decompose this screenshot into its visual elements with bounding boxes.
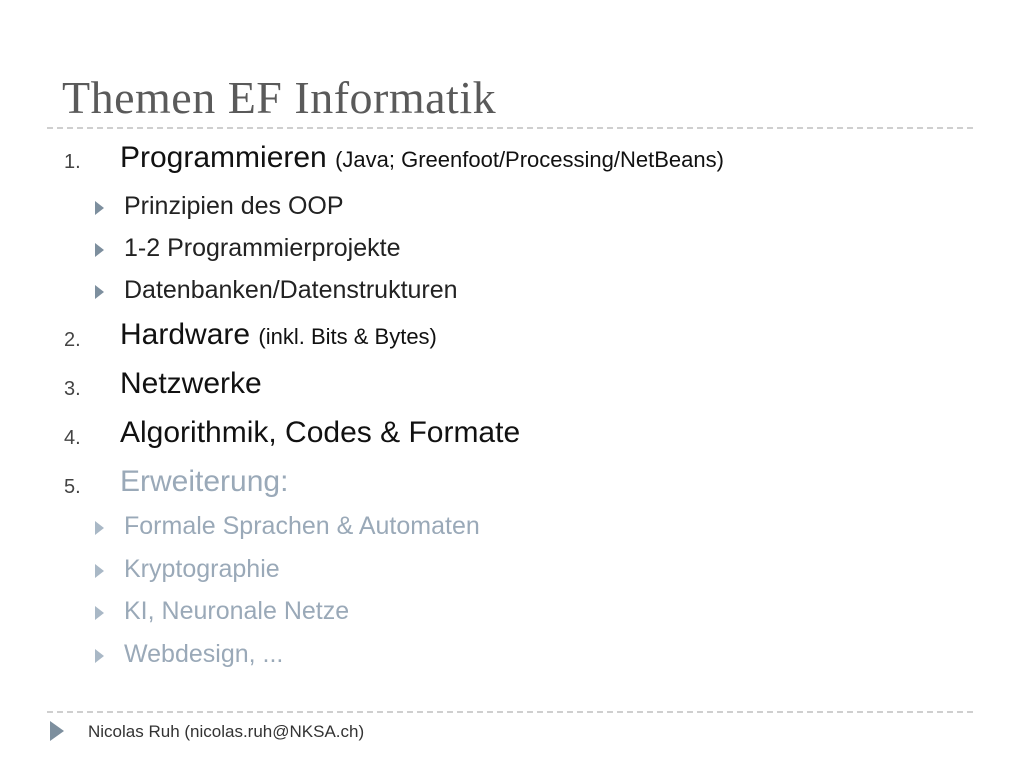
sub-item-label: Webdesign, ... (124, 640, 284, 668)
triangle-bullet-icon (95, 521, 104, 535)
item-number: 4. (64, 427, 81, 449)
slide-title: Themen EF Informatik (62, 72, 497, 123)
triangle-bullet-icon (95, 606, 104, 620)
sub-item-label: Kryptographie (124, 555, 280, 583)
item-label (120, 141, 724, 175)
triangle-bullet-icon (95, 243, 104, 257)
sub-item-label: KI, Neuronale Netze (124, 597, 350, 625)
item-title: Erweiterung: (120, 465, 289, 498)
footer-arrow-icon (50, 721, 64, 741)
sub-item-label: Prinzipien des OOP (124, 192, 344, 220)
sub-item-label: Formale Sprachen & Automaten (124, 512, 480, 540)
item-label (120, 318, 437, 352)
item-number: 2. (64, 329, 81, 351)
sub-item-label: 1-2 Programmierprojekte (124, 234, 401, 262)
item-number: 5. (64, 476, 81, 498)
triangle-bullet-icon (95, 285, 104, 299)
triangle-bullet-icon (95, 564, 104, 578)
sub-item-label: Datenbanken/Datenstrukturen (124, 276, 458, 304)
item-title: Hardware (120, 318, 251, 351)
footer-author: Nicolas Ruh (nicolas.ruh@NKSA.ch) (88, 722, 365, 741)
item-note: (inkl. Bits & Bytes) (258, 324, 437, 349)
item-title: Algorithmik, Codes & Formate (120, 416, 521, 449)
item-title: Programmieren (120, 141, 327, 174)
item-number: 3. (64, 378, 81, 400)
triangle-bullet-icon (95, 201, 104, 215)
item-number: 1. (64, 151, 81, 173)
item-title: Netzwerke (120, 367, 262, 400)
triangle-bullet-icon (95, 649, 104, 663)
item-note: (Java; Greenfoot/Processing/NetBeans) (335, 147, 724, 172)
footer-divider (47, 711, 973, 713)
